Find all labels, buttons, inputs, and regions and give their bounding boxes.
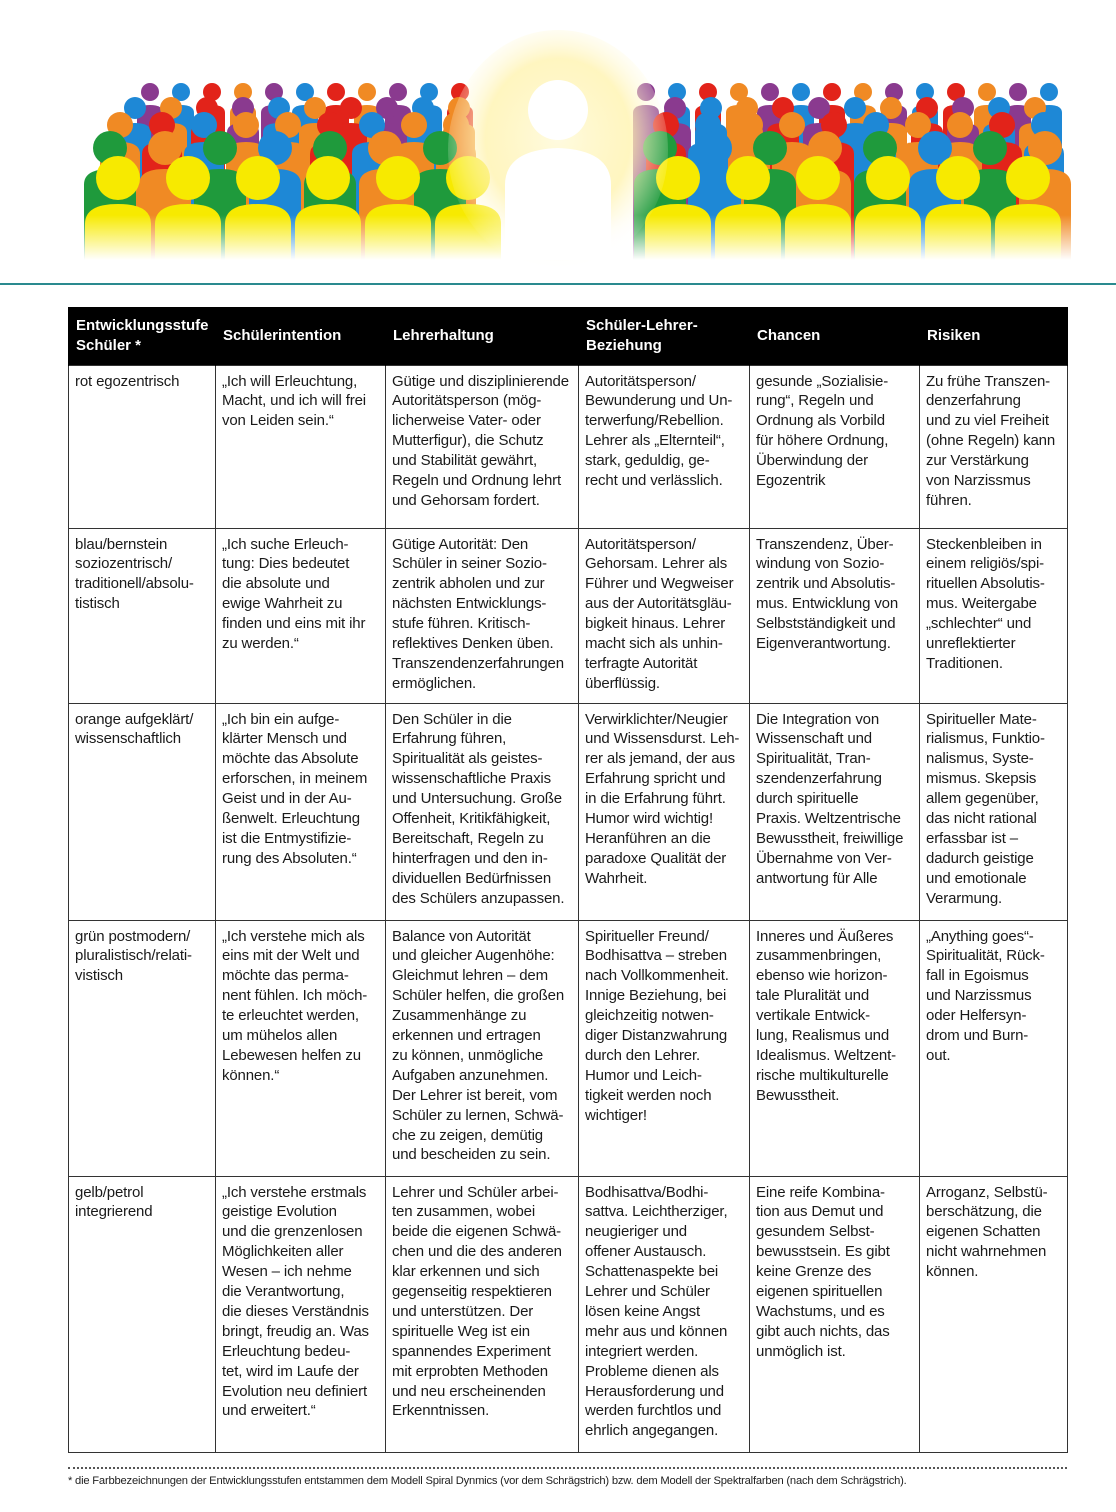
cell-intention: „Ich suche Erleuch- tung: Dies bedeutet die absolute und ewige Wahrheit zu finden und eins mit ihr zu werden.“ [216, 528, 386, 703]
table-header-row [69, 307, 1068, 365]
header-lehrerhaltung: Lehrerhaltung [386, 307, 579, 365]
cell-intention: „Ich verstehe erstmals geistige Evolution und die grenzenlosen Möglichkeiten aller Wesen – ich nehme die Verantwortung, die dieses Verständnis bringt, freudig an. Was Erleuchtung bedeu- tet, wird im Laufe der Evolution neu definiert und erweitert.“ [216, 1176, 386, 1452]
header-chancen: Chancen [750, 307, 920, 365]
cell-chancen: gesunde „Sozialisie- rung“, Regeln und Ordnung als Vorbild für höhere Ordnung, Überwindung der Egozentrik [750, 365, 920, 528]
cell-beziehung: Verwirklichter/Neugier und Wissensdurst. Leh- rer als jemand, der aus Erfahrung spricht und in die Erfahrung führt. Humor wird wichtig! Heranführen an die paradoxe Qualität der Wahrheit. [579, 703, 750, 920]
table-row [69, 528, 1068, 703]
cell-beziehung: Autoritätsperson/ Gehorsam. Lehrer als Führer und Wegweiser aus der Autoritätsgläu- bigkeit hinaus. Lehrer macht sich als unhin- terfragte Autorität überflüssig. [579, 528, 750, 703]
cell-risiken: Spiritueller Mate- rialismus, Funktio- nalismus, Syste- mismus. Skepsis allem gegenüber, das nicht rational erfassbar ist – dadurch geistige und emotionale Verarmung. [920, 703, 1068, 920]
cell-risiken: Zu frühe Transzen- denzerfahrung und zu viel Freiheit (ohne Regeln) kann zur Verstärkung von Narzissmus führen. [920, 365, 1068, 528]
cell-intention: „Ich bin ein aufge- klärter Mensch und möchte das Absolute erforschen, in meinem Geist und in der Au- ßenwelt. Erleuchtung ist die Entmystifizie- rung des Absoluten.“ [216, 703, 386, 920]
cell-chancen: Transzendenz, Über- windung von Sozio- zentrik und Absolutis- mus. Entwicklung von Selbstständigkeit und Eigenverantwortung. [750, 528, 920, 703]
cell-lehrer: Lehrer und Schüler arbei- ten zusammen, wobei beide die eigenen Schwä- chen und die des anderen klar erkennen und sich gegenseitig respektieren und unterstützen. Der spirituelle Weg ist ein spannendes Experiment mit erprobten Methoden und neu erscheinenden Erkenntnissen. [386, 1176, 579, 1452]
header-risiken: Risiken [920, 307, 1068, 365]
cell-beziehung: Spiritueller Freund/ Bodhisattva – streben nach Vollkommenheit. Innige Beziehung, bei gleichzeitig notwen- diger Distanzwahrung durch den Lehrer. Humor und Leich- tigkeit werden noch wichtiger! [579, 920, 750, 1176]
cell-stufe: gelb/petrol integrierend [69, 1176, 216, 1452]
cell-stufe: rot egozentrisch [69, 365, 216, 528]
audience-illustration [0, 0, 1116, 285]
cell-beziehung: Autoritätsperson/ Bewunderung und Un- terwerfung/Rebellion. Lehrer als „Elternteil“, stark, geduldig, ge- recht und verlässlich. [579, 365, 750, 528]
table-row [69, 703, 1068, 920]
header-schueler-lehrer-beziehung: Schüler-Lehrer-Beziehung [579, 307, 750, 365]
table-row [69, 920, 1068, 1176]
cell-stufe: blau/bernstein soziozentrisch/ traditionell/absolu- tistisch [69, 528, 216, 703]
table-row [69, 365, 1068, 528]
cell-intention: „Ich verstehe mich als eins mit der Welt und möchte das perma- nent fühlen. Ich möch- te erleuchtet werden, um mühelos allen Lebewesen helfen zu können.“ [216, 920, 386, 1176]
cell-stufe: grün postmodern/ pluralistisch/relati- vistisch [69, 920, 216, 1176]
cell-stufe: orange aufgeklärt/ wissenschaftlich [69, 703, 216, 920]
header-entwicklungsstufe: Entwicklungsstufe Schüler * [69, 307, 216, 365]
development-stages-table [68, 307, 1068, 1453]
footnote: * die Farbbezeichnungen der Entwicklungsstufen entstammen dem Modell Spiral Dynmics (vor dem Schrägstrich) bzw. dem Modell der Spektralfarben (nach dem Schrägstrich). [68, 1475, 907, 1487]
cell-lehrer: Den Schüler in die Erfahrung führen, Spiritualität als geistes- wissenschaftliche Praxis und Untersuchung. Große Offenheit, Kritikfähigkeit, Bereitschaft, Regeln zu hinterfragen und den in- dividuellen Bedürfnissen des Schülers anzupassen. [386, 703, 579, 920]
cell-chancen: Eine reife Kombina- tion aus Demut und gesundem Selbst- bewusstsein. Es gibt keine Grenze des eigenen spirituellen Wachstums, und es gibt auch nichts, das unmöglich ist. [750, 1176, 920, 1452]
cell-lehrer: Balance von Autorität und gleicher Augenhöhe: Gleichmut lehren – dem Schüler helfen, die großen Zusammenhänge zu erkennen und ertragen zu können, unmögliche Aufgaben anzunehmen. Der Lehrer ist bereit, vom Schüler zu lernen, Schwä- che zu zeigen, demütig und bescheiden zu sein. [386, 920, 579, 1176]
footnote-divider [68, 1467, 1067, 1469]
cell-risiken: Steckenbleiben in einem religiös/spi- rituellen Absolutis- mus. Weitergabe „schlechter“ und unreflektierter Traditionen. [920, 528, 1068, 703]
cell-lehrer: Gütige und disziplinierende Autoritätsperson (mög- licherweise Vater- oder Mutterfigur), die Schutz und Stabilität gewährt, Regeln und Ordnung lehrt und Gehorsam fordert. [386, 365, 579, 528]
cell-risiken: „Anything goes“- Spiritualität, Rück- fall in Egoismus und Narzissmus oder Helfersyn- drom und Burn- out. [920, 920, 1068, 1176]
cell-lehrer: Gütige Autorität: Den Schüler in seiner Sozio- zentrik abholen und zur nächsten Entwicklungs- stufe führen. Kritisch- reflektives Denken üben. Transzendenzerfahrungen ermöglichen. [386, 528, 579, 703]
cell-intention: „Ich will Erleuchtung, Macht, und ich will frei von Leiden sein.“ [216, 365, 386, 528]
teal-divider [0, 283, 1116, 285]
header-schuelerintention: Schülerintention [216, 307, 386, 365]
cell-chancen: Die Integration von Wissenschaft und Spiritualität, Tran- szendenzerfahrung durch spirituelle Praxis. Weltzentrische Bewusstheit, freiwillige Übernahme von Ver- antwortung für Alle [750, 703, 920, 920]
table-row [69, 1176, 1068, 1452]
cell-risiken: Arroganz, Selbstü- berschätzung, die eigenen Schatten nicht wahrnehmen können. [920, 1176, 1068, 1452]
cell-beziehung: Bodhisattva/Bodhi- sattva. Leichtherziger, neugieriger und offener Austausch. Schattenaspekte bei Lehrer und Schüler lösen keine Angst mehr aus und können integriert werden. Probleme dienen als Herausforderung und werden furchtlos und ehrlich angegangen. [579, 1176, 750, 1452]
cell-chancen: Inneres und Äußeres zusammenbringen, ebenso wie horizon- tale Pluralität und vertikale Entwick- lung, Realismus und Idealismus. Weltzent- rische multikulturelle Bewusstheit. [750, 920, 920, 1176]
